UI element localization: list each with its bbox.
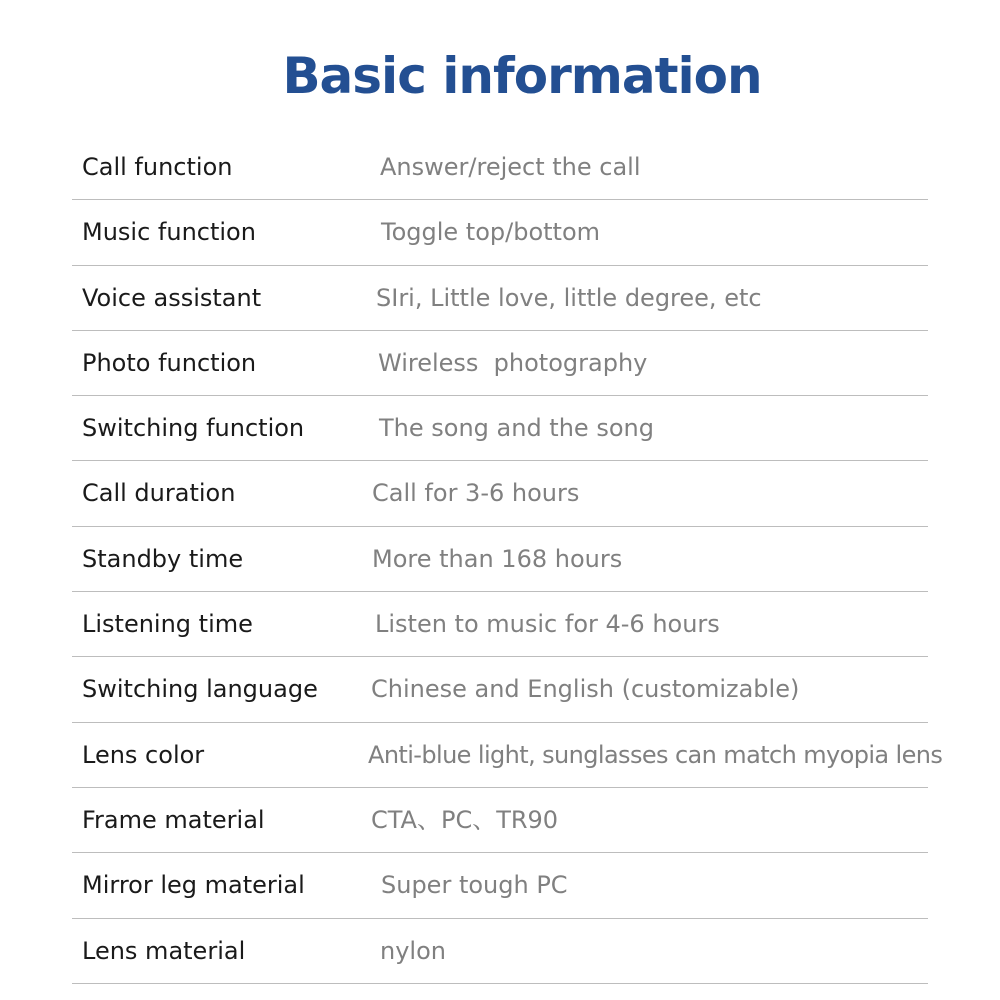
spec-value: Toggle top/bottom	[381, 218, 601, 247]
spec-label: Lens material	[82, 936, 246, 965]
spec-value: Anti-blue light, sunglasses can match myopia lens	[368, 740, 943, 769]
spec-value: Answer/reject the call	[380, 153, 641, 181]
spec-value: Super tough PC	[381, 871, 568, 900]
spec-value: More than 168 hours	[372, 544, 623, 573]
spec-row-switching-function	[72, 396, 928, 461]
spec-row-listening-time	[72, 592, 928, 657]
spec-label: Standby time	[82, 544, 244, 573]
spec-row-music-function	[72, 200, 928, 265]
spec-value: Chinese and English (customizable)	[371, 675, 800, 704]
page-title: Basic information	[282, 46, 762, 105]
spec-value: Listen to music for 4-6 hours	[375, 610, 720, 639]
spec-label: Call function	[82, 153, 233, 181]
spec-row-lens-material	[72, 919, 928, 984]
spec-value: CTA、PC、TR90	[371, 805, 559, 834]
spec-value: nylon	[380, 936, 446, 965]
spec-row-call-function	[72, 135, 928, 200]
spec-row-mirror-leg-material	[72, 853, 928, 918]
spec-value: The song and the song	[379, 414, 654, 443]
spec-label: Lens color	[82, 740, 205, 769]
spec-label: Frame material	[82, 805, 265, 834]
spec-row-call-duration	[72, 461, 928, 526]
spec-row-photo-function	[72, 331, 928, 396]
spec-label: Mirror leg material	[82, 871, 305, 900]
spec-table	[72, 135, 943, 984]
spec-row-standby-time	[72, 527, 928, 592]
spec-label: Switching function	[82, 414, 305, 443]
spec-row-frame-material	[72, 788, 928, 853]
spec-value: SIri, Little love, little degree, etc	[376, 283, 762, 312]
spec-row-voice-assistant	[72, 266, 928, 331]
spec-label: Call duration	[82, 479, 236, 508]
spec-label: Listening time	[82, 610, 253, 639]
spec-value: Call for 3-6 hours	[372, 479, 580, 508]
spec-label: Music function	[82, 218, 256, 247]
spec-row-switching-language	[72, 657, 928, 722]
spec-label: Switching language	[82, 675, 318, 704]
spec-label: Photo function	[82, 348, 257, 377]
spec-value: Wireless photography	[378, 348, 648, 377]
spec-label: Voice assistant	[82, 283, 262, 312]
spec-row-lens-color	[72, 723, 943, 788]
